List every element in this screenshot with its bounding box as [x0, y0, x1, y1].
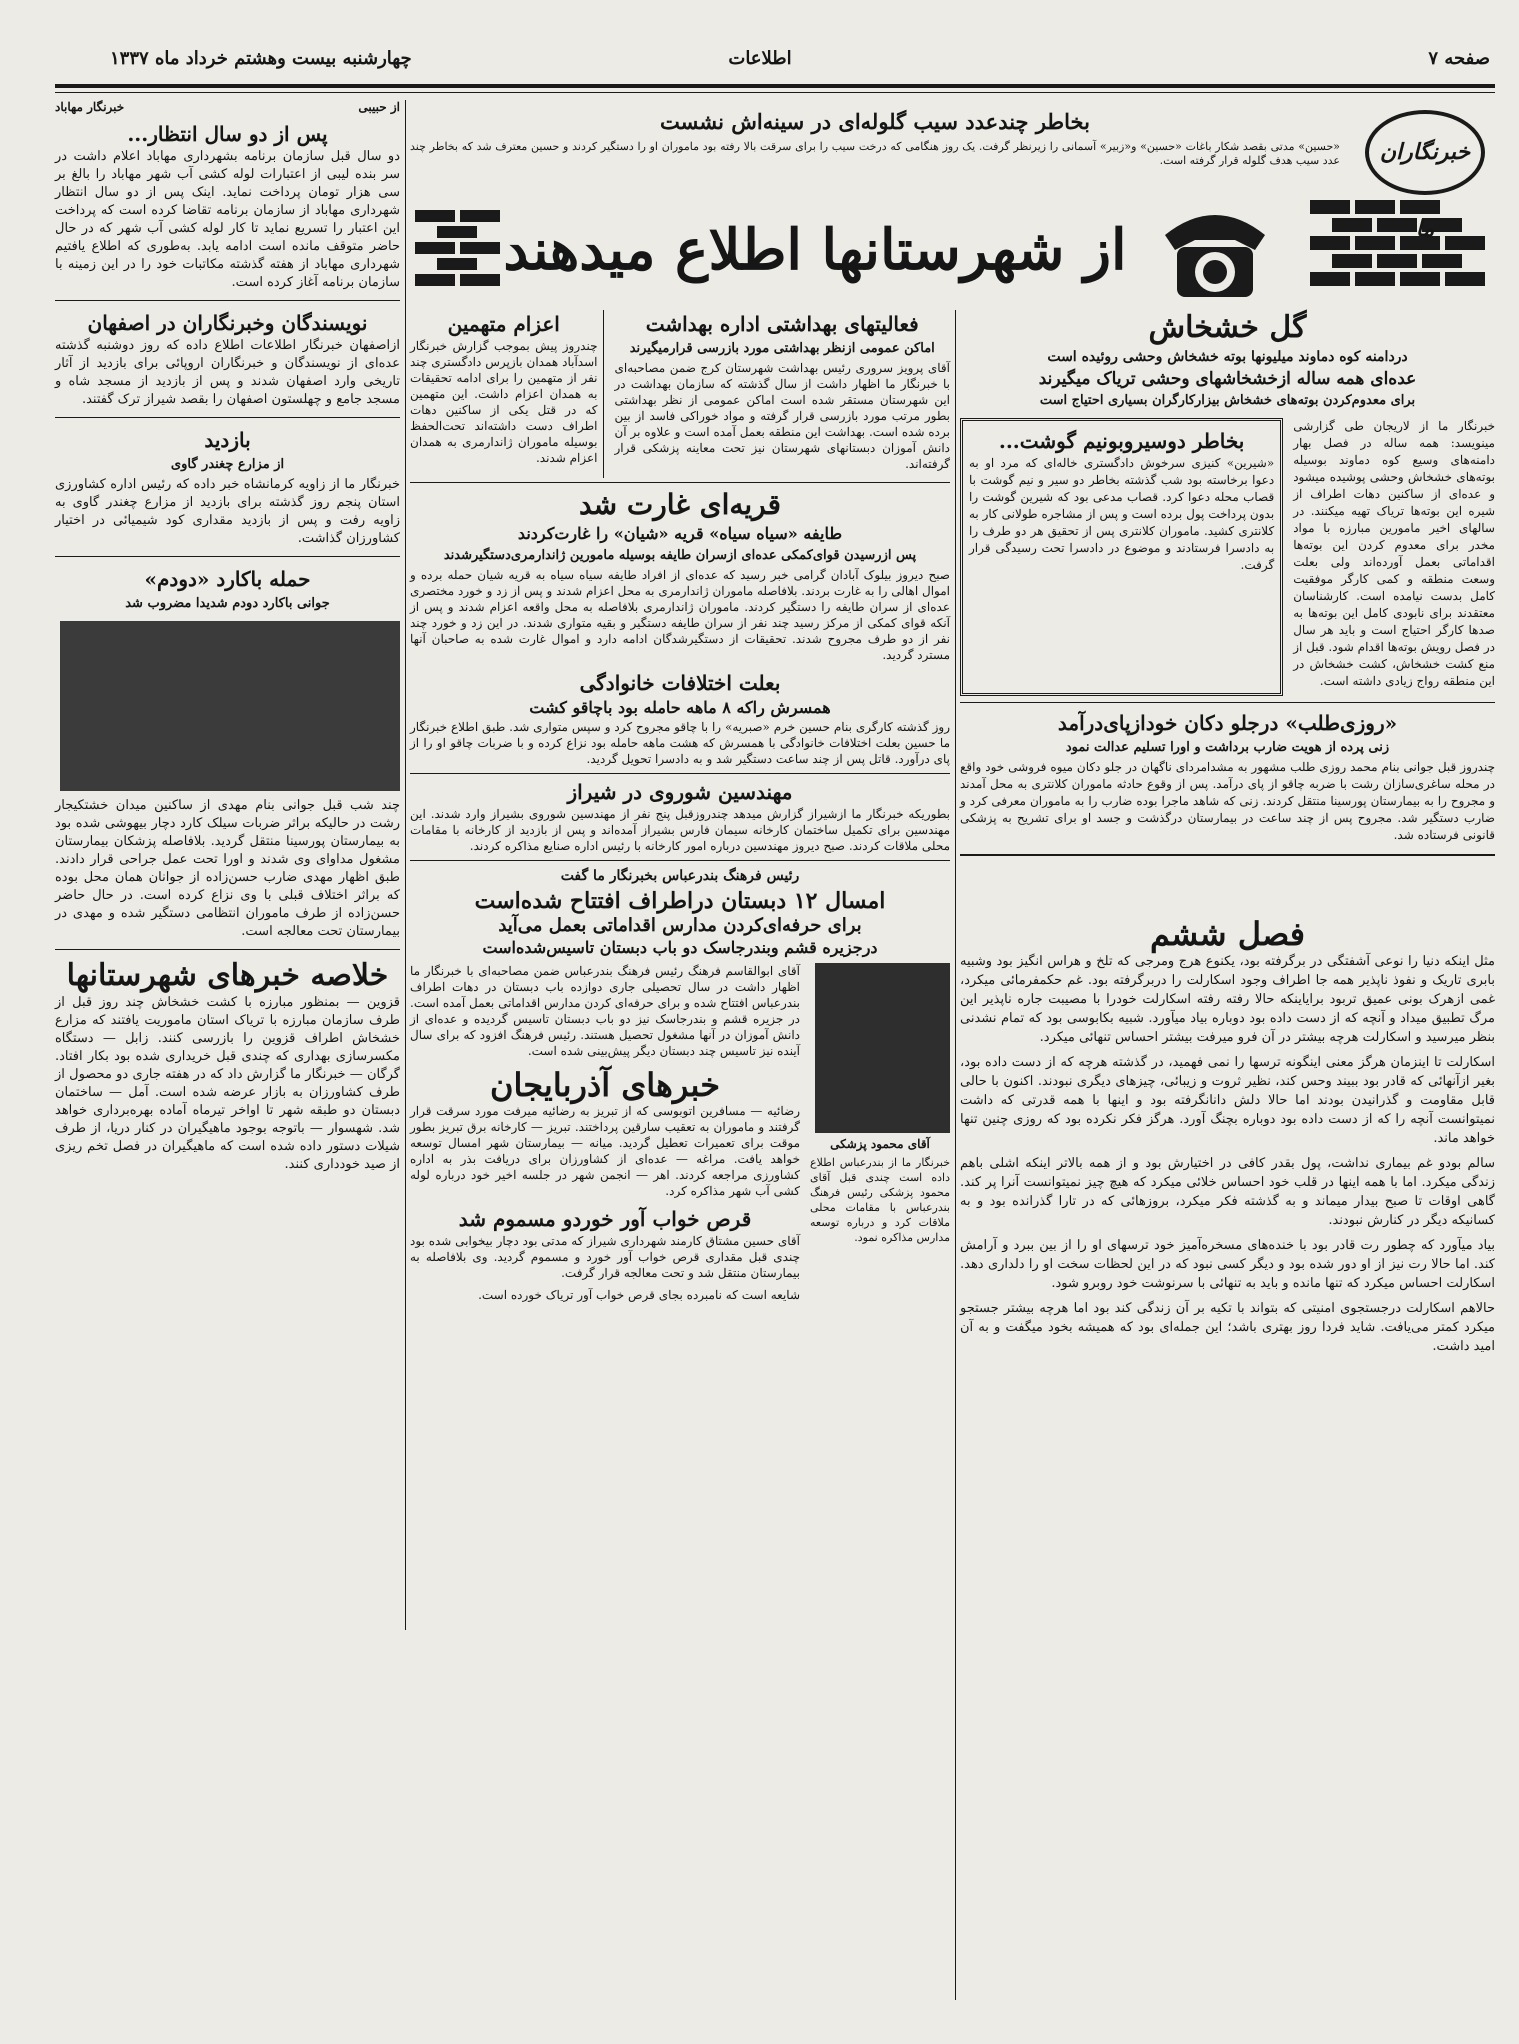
meat-box: [960, 418, 1283, 696]
newspaper-name: اطلاعات: [728, 48, 792, 69]
portrait-photo: [815, 963, 950, 1133]
page-number: صفحه ۷: [1428, 48, 1490, 69]
azar-body: رضائیه — مسافرین اتوبوسی که از تبریز به رضائیه میرفت مورد سرقت قرار گرفتند و ماموران به تعقیب سارقین پرداختند. تبریز — کارخانه برق تبریز بطور موقت برای تعمیرات تعطیل گردید. میانه — بیمارستان شهر امسال توسعه خواهد یافت. مراغه — عده‌ای از کشاورزان برای دریافت بذر به اداره کشاورزی مراجعه کردند. اهر — انجمن شهر در جلسه اخیر خود درباره لوله کشی آب شهر مذاکره کرد.: [410, 1104, 800, 1198]
logo-badge: خبرنگاران ما: [1365, 110, 1485, 195]
health-body: آقای پرویز سروری رئیس بهداشت شهرستان کرج ضمن مصاحبه‌ای با خبرنگار ما اظهار داشت از سال گذشته که سازمان بهداشت در این شهرستان مستقر شده است اماکن عمومی از نظر بهداشتی بطور مرتب مورد بازرسی قرار گرفته و مواد خوراکی فاسد از بین برده شده است. بهداشت این منطقه بعمل آمده است و علاوه بر آن دانش آموزان دبستانهای شهرستان نیز تحت معاینه پزشکی قرار گرفته‌اند.: [614, 361, 950, 471]
engineer-body: بطوریکه خبرنگار ما ازشیراز گزارش میدهد چندروزقبل پنج نفر از مهندسین شوروی بشیراز وارد شدند. این مهندسین برای تکمیل ساختمان کارخانه سیمان فارس بشیراز آمده‌اند و پس از بازدید از کارخانه با مقامات محلی ملاقات کردند. صبح دیروز مهندسین درباره امور کارخانه با رئیس اداره صنایع مذاکره کردند.: [410, 807, 950, 853]
column-rule: [405, 100, 406, 1630]
story4-sub: جوانی باکارد دودم شدیدا مضروب شد: [125, 596, 330, 611]
pill-body: آقای حسین مشتاق کارمند شهرداری شیراز که مدتی بود دچار بیخوابی شده بود چندی قبل مقداری قرص خواب آور خورد و مسموم گردید. وی بلافاصله به بیمارستان منتقل شد و تحت معالجه قرار گرفت.: [410, 1234, 800, 1280]
poppy-sub3: برای معدوم‌کردن بوته‌های خشخاش بیزارکارگران بسیاری احتیاج است: [1039, 393, 1416, 408]
family-body: روز گذشته کارگری بنام حسین خرم «صبریه» را با چاقو مجروح کرد و سپس متواری شد. طبق اطلاع خبرنگار ما حسین بعلت اختلافات خانوادگی با همسرش که هشت ماهه حامله بود نزاع کرده و با ضربات چاقو او را از پای درآورد. قاتل پس از چند ساعت دستگیر شد و به دادسرا تحویل گردید.: [410, 720, 950, 766]
credit-right: خبرنگار مهاباد: [55, 100, 125, 114]
pill-title: قرص خواب آور خوردو مسموم شد: [458, 1207, 752, 1231]
story4-title: حمله باکارد «دودم»: [144, 567, 311, 591]
header-rule: [55, 84, 1495, 88]
story1-title: پس از دو سال انتظار...: [127, 122, 328, 146]
dispatch-title: اعزام متهمین: [447, 312, 560, 336]
divider: [960, 854, 1495, 856]
family-title: بعلت اختلافات خانوادگی: [579, 671, 781, 695]
divider: [55, 300, 400, 301]
season-body-3: سالم بودو غم بیماری نداشت، پول بقدر کافی در اختیارش بود و از همه بالاتر اینکه اشلی باهم زندگی میکرد. اما با همه اینها در قلب خود احساس خلائی میکرد که هیچ چیز نمیتوانست آنرا پر کند. گاهی اوقات تا صبح بیدار میماند و به گذشته فکر میکرد، بروزهائی که در تارا گذرانده بود و به کسانیکه دیگر در کنارش نبودند.: [960, 1156, 1495, 1228]
story3-credit: از مزارع چغندر گاوی: [170, 457, 285, 472]
school-title: امسال ۱۲ دبستان دراطراف افتتاح شده‌است: [474, 888, 886, 914]
portrait-text: خبرنگار ما از بندرعباس اطلاع داده است چندی قبل آقای محمود پزشکی رئیس فرهنگ بندرعباس با مقامات محلی ملاقات کرد و درباره توسعه مدارس مذاکره نمود.: [810, 1156, 950, 1244]
story2-body: ازاصفهان خبرنگار اطلاعات اطلاع داده که روز دوشنبه گذشته عده‌ای از نویسندگان و خبرنگاران اروپائی برای بازدید از آثار تاریخی وارد اصفهان شدند و پس از بازدید از مسجد شاه و مسجد جامع و چهلستون اصفهان را بقصد شیراز ترک گفتند.: [55, 338, 400, 407]
poppy-sub2: عده‌ای همه ساله ازخشخاشهای وحشی تریاک میگیرند: [1038, 369, 1417, 389]
divider: [960, 702, 1495, 703]
top-story: [410, 108, 1340, 188]
column-rule: [955, 310, 956, 2000]
news-photo-stabbing: [60, 621, 400, 791]
season-body-2: اسکارلت تا اینزمان هرگز معنی اینگونه ترسها را نمی فهمید، در گذشته هرچه که از دست داده بود، بغیر ازآنهائی که قادر بود ببیند وحس کند، نظیر ثروت و زیبائی، چیزهای دیگری نبودند. اکنون با حالی قابل مقاومت و گذرانیدن بودند اما حالا دلش دانانگرفته بود و اینها با همه قدرتی که داشت نمیتوانست آنچه را که از دست داده بود دوباره بچنگ آورد. هرگز فکر نکرده بود که روزی چنین تنها خواهد ماند.: [960, 1055, 1495, 1146]
story5-title: خلاصه خبرهای شهرستانها: [66, 958, 389, 993]
masthead-banner: [410, 190, 1495, 310]
shop-body: چندروز قبل جوانی بنام محمد روزی طلب مشهور به مشدامردای ناگهان در جلو دکان میوه فروشی خود واقع در محله ساغری‌سازان رشت با ضربه چاقو از پای درآمد. پس از وقوع حادثه ماموران کلانتری به محل آمدند و مجروح را به بیمارستان پورسینا منتقل کردند. زنی که شاهد ماجرا بوده ضارب را به ماموران معرفی کرد و ضارب دستگیر شد. مجروح پس از چند ساعت در بیمارستان درگذشت و جسد او برای تشریح به پزشکی قانونی فرستاده شد.: [960, 760, 1495, 842]
engineer-title: مهندسین شوروی در شیراز: [567, 780, 793, 804]
header-rule-thin: [55, 92, 1495, 93]
story1-body: دو سال قبل سازمان برنامه بشهرداری مهاباد اعلام داشت در سر بنده لیبی از اعتبارات لوله کشی آب شهر مهاباد را بالغ بر سی هزار تومان پرداخت نماید. اینک پس از دو سال انتظار شهرداری مهاباد از سازمان برنامه تقاضا کرده است که پرداخت این اعتبار را تسریع نماید تا کار لوله کشی آب شهر که در حال حاضر متوقف مانده است ادامه یابد. به‌طوری که اطلاع یافتیم شهرداری مهاباد از هفته گذشته مکاتبات خود را در این زمینه با سازمان برنامه آغاز کرده است.: [55, 149, 400, 290]
pill-note: شایعه است که نامبرده بجای قرص خواب آور تریاک خورده است.: [478, 1288, 800, 1302]
meat-body: «شیرین» کنیزی سرخوش دادگستری خاله‌ای که مرد او به دعوا برخاسته بود شب گذشته بخاطر دو سیر و نیم گوشت با قصاب محله دعوا کرد. قصاب مدعی بود که شیرین گوشت را بدون پرداخت پول برده است و پس از مشاجره طولانی کار به کلانتری کشید. ماموران کلانتری پس از تحقیق هر دو طرف را به دادسرا فرستادند و موضوع در دادسرا تحت رسیدگی قرار گرفت.: [969, 456, 1275, 572]
divider: [55, 949, 400, 950]
village-sub: طایفه «سیاه سیاه» قریه «شیان» را غارت‌کردند: [517, 524, 843, 543]
story2-title: نویسندگان وخبرنگاران در اصفهان: [87, 311, 368, 335]
masthead-title: از شهرستانها اطلاع میدهند: [503, 217, 1127, 283]
health-sub: اماکن عمومی ازنظر بهداشتی مورد بازرسی قرارمیگیرند: [629, 341, 935, 356]
story3-title: بازدید: [204, 428, 251, 452]
credit-left: از حبیبی: [358, 100, 400, 114]
season-title: فصل ششم: [1149, 915, 1306, 953]
portrait-block: [810, 963, 950, 1309]
school-story: [410, 963, 800, 1309]
health-title: فعالیتهای بهداشتی اداره بهداشت: [645, 312, 919, 336]
village-sub2: پس ازرسیدن قوای‌کمکی عده‌ای ازسران طایفه بوسیله مامورین ژاندارمری‌دستگیرشدند: [443, 548, 917, 563]
story3-body: خبرنگار ما از زاویه کرمانشاه خبر داده که رئیس اداره کشاورزی استان پنجم روز گذشته برای بازدید از مزارع چغندر گاوی به زاویه رفت و پس از بازدید مقداری کود شیمیائی در اختیار کشاورزان گذاشت.: [55, 477, 400, 546]
divider: [410, 773, 950, 774]
portrait-caption: آقای محمود پزشکی: [830, 1137, 930, 1151]
telephone-icon: [1155, 195, 1275, 305]
poppy-sub1: دردامنه کوه دماوند میلیونها بوته خشخاش وحشی روئیده است: [1047, 349, 1408, 365]
school-sub: برای حرفه‌ای‌کردن مدارس اقداماتی بعمل می‌آید: [498, 915, 862, 936]
issue-date: چهارشنبه بیست وهشتم خرداد ماه ۱۳۳۷: [110, 48, 412, 69]
village-title: قریه‌ای غارت شد: [578, 488, 782, 521]
school-sub2: درجزیره قشم وبندرجاسک دو باب دبستان تاسیس‌شده‌است: [482, 938, 878, 957]
story4-body: چند شب قبل جوانی بنام مهدی از ساکنین میدان خشتکیجار رشت در حالیکه براثر ضربات سیلک کارد دچار بیهوشی شده بود به بیمارستان پورسینا منتقل گردید. بلافاصله پزشکان بیمارستان مشغول مداوای وی شدند و اورا تحت عمل جراحی قرار دادند. طبق اظهار مهدی ضارب حسن‌زاده از جوانان همان محل بوده که براثر اختلاف قبلی با وی نزاع کرده است. در حال حاضر حسن‌زاده از طرف ماموران انتظامی دستگیر شده و مهدی در بیمارستان تحت معالجه است.: [55, 798, 400, 939]
village-body: صبح دیروز بیلوک آبادان گرامی خبر رسید که عده‌ای از افراد طایفه سیاه سیاه به قریه شیان حمله برده و اموال اهالی را به غارت بردند. بلافاصله ماموران ژاندارمری به محل اعزام شدند و پس از زد و خورد مختصری عده‌ای از سران طایفه را دستگیر کردند. ماموران ژاندارمری بلافاصله به محل واقعه اعزام شدند و پس از آنکه قوای کمکی از مرکز رسید چند نفر از سران طایفه دستگیر و بقیه متواری شدند. در این زد و خورد چند نفر از دو طرف مجروح شدند. تحقیقات از دستگیرشدگان ادامه دارد و اموال غارت شده به صاحبان آنها مسترد گردید.: [410, 568, 951, 662]
divider: [55, 417, 400, 418]
school-head: رئیس فرهنگ بندرعباس بخبرنگار ما گفت: [560, 868, 800, 884]
middle-column: [410, 310, 950, 2030]
story5-body: قزوین — بمنظور مبارزه با کشت خشخاش چند روز قبل از طرف سازمان مبارزه با تریاک استان ماموریت یافتند که مزارع خشخاش اطراف قزوین را بازرسی کنند. زابل — دستگاه مکسرسازی بهداری که چندی قبل خریداری شده بود بکار افتاد. گرگان — خبرنگار ما گزارش داد که در هفته جاری دو محصول از طرف کشاورزان به بازار عرضه شده است. آمل — ساختمان دبستان دو طبقه شهر تا اواخر تیرماه آماده بهره‌برداری خواهد شد. شهسوار — باتوجه بوجود ماهیگیران در کنار دریا، از طرف شیلات دستور داده شده است که ماهیگیران در فصل تخم ریزی از صید خودداری کنند.: [55, 995, 400, 1172]
poppy-title: گل خشخاش: [1148, 310, 1307, 345]
azar-title: خبرهای آذربایجان: [490, 1066, 720, 1104]
top-story-body: «حسین» مدتی بقصد شکار باغات «حسین» و«زبیر» آسمانی را زیرنظر گرفت. یک روز هنگامی که درخت سیب را برای سرقت بالا رفته بود ماموران او را دستگیر کردند و حسین معترف شد که بخاطر چند عدد سیب هدف گلوله قرار گرفته است.: [410, 140, 1340, 167]
dispatch-story: [410, 310, 604, 478]
shop-title: «روزی‌طلب» درجلو دکان خودازپای‌درآمد: [1057, 711, 1398, 735]
season-body-5: حالاهم اسکارلت درجستجوی امنیتی که بتواند با تکیه بر آن زندگی کند بود اما هرچه بیشتر جستجو میکرد کمتر می‌یافت. شاید فردا روز بهتری باشد؛ این جمله‌ای بود که همیشه بخود میگفت و به آن امید داشت.: [960, 1301, 1495, 1354]
divider: [410, 482, 950, 483]
divider: [55, 556, 400, 557]
left-column: [55, 100, 400, 2030]
poppy-body: خبرنگار ما از لاریجان طی گزارشی مینویسد: همه ساله در فصل بهار دامنه‌های وسیع کوه دماوند بوسیله بوته‌های خشخاش وحشی پوشیده میشود و عده‌ای از ساکنین دهات اطراف از شیره این بوته‌ها تریاک تهیه میکنند. در سالهای اخیر مامورین مبارزه با مواد مخدر برای معدوم کردن این بوته‌ها اقداماتی بعمل آورده‌اند ولی بعلت وسعت منطقه و کمی کارگر موفقیت کامل بدست نیامده است. کارشناسان معتقدند برای نابودی کامل این بوته‌ها به صدها کارگر احتیاج است و باید هر سال در فصل رویش بوته‌ها اقدام شود. قبل از منع کشت خشخاش، کشت خشخاش در این منطقه رواج زیادی داشته است.: [1293, 419, 1495, 688]
meat-title: بخاطر دوسیروبونیم گوشت...: [998, 429, 1245, 453]
health-story: [614, 310, 950, 478]
season-body-1: مثل اینکه دنیا را نوعی آشفتگی در برگرفته بود، یکنوع هرج ومرجی که تلخ و هراس انگیز بود وشبیه بابری تاریک و نفوذ ناپذیر همه جا اطراف وجود اسکارلت را دربرگرفته بود. غم حکمفرمائی میکرد، غمی ازهرک بونی عمیق تربود برایاینکه حالا رفته رفته اسکارلت خودرا با مصیبت جاره ناپذیر این مرگ تطبیق میداد و آنچه که از دست داده بود دوباره بیاد میآورد. شبیه بکابوسی بود که تمام نشدنی بنظر میرسید و اسکارلت هرچه بیشتر در آن فرو میرفت بیشتر احساس تنهائی میکرد.: [960, 954, 1495, 1045]
shop-sub: زنی پرده از هویت ضارب برداشت و اورا تسلیم عدالت نمود: [1065, 740, 1390, 755]
dispatch-body: چندروز پیش بموجب گزارش خبرنگار اسدآباد همدان بازپرس دادگستری چند نفر از متهمین را برای ادامه تحقیقات به همدان اعزام داشت. این متهمین که در قتل یکی از ساکنین دهات اطراف دست داشته‌اند تحت‌الحفظ بوسیله ماموران ژاندارمری به همدان اعزام شدند.: [410, 339, 598, 465]
season-body-4: بیاد میآورد که چطور رت قادر بود با خنده‌های مسخره‌آمیز خود ترسهای او را از بین ببرد و آرامش کند. اما حالا رت نیز از او دور شده بود و دیگر کسی نبود که در این لحظات سخت او را دلداری دهد. اسکارلت احساس میکرد که تنها مانده و باید به تنهائی با سرنوشت خود روبرو شود.: [960, 1238, 1495, 1291]
top-story-headline: بخاطر چندعدد سیب گلوله‌ای در سینه‌اش نشست: [660, 109, 1090, 134]
school-body: آقای ابوالقاسم فرهنگ رئیس فرهنگ بندرعباس ضمن مصاحبه‌ای با خبرنگار ما اظهار داشت در سال تحصیلی جاری دوازده باب دبستان در دهات اطراف بندرعباس افتتاح شده و برای حرفه‌ای کردن مدارس اقداماتی بعمل آمده است. در جزیره قشم و بندرجاسک نیز دو باب دبستان تاسیس گردیده و عده‌ای از دانش آموزان در آنها مشغول تحصیل هستند. رئیس فرهنگ افزود که برای سال آینده نیز تاسیس چند دبستان دیگر پیش‌بینی شده است.: [410, 964, 800, 1058]
family-sub: همسرش راکه ۸ ماهه حامله بود باچاقو کشت: [529, 698, 831, 717]
right-column: [960, 310, 1495, 2030]
divider: [410, 860, 950, 861]
